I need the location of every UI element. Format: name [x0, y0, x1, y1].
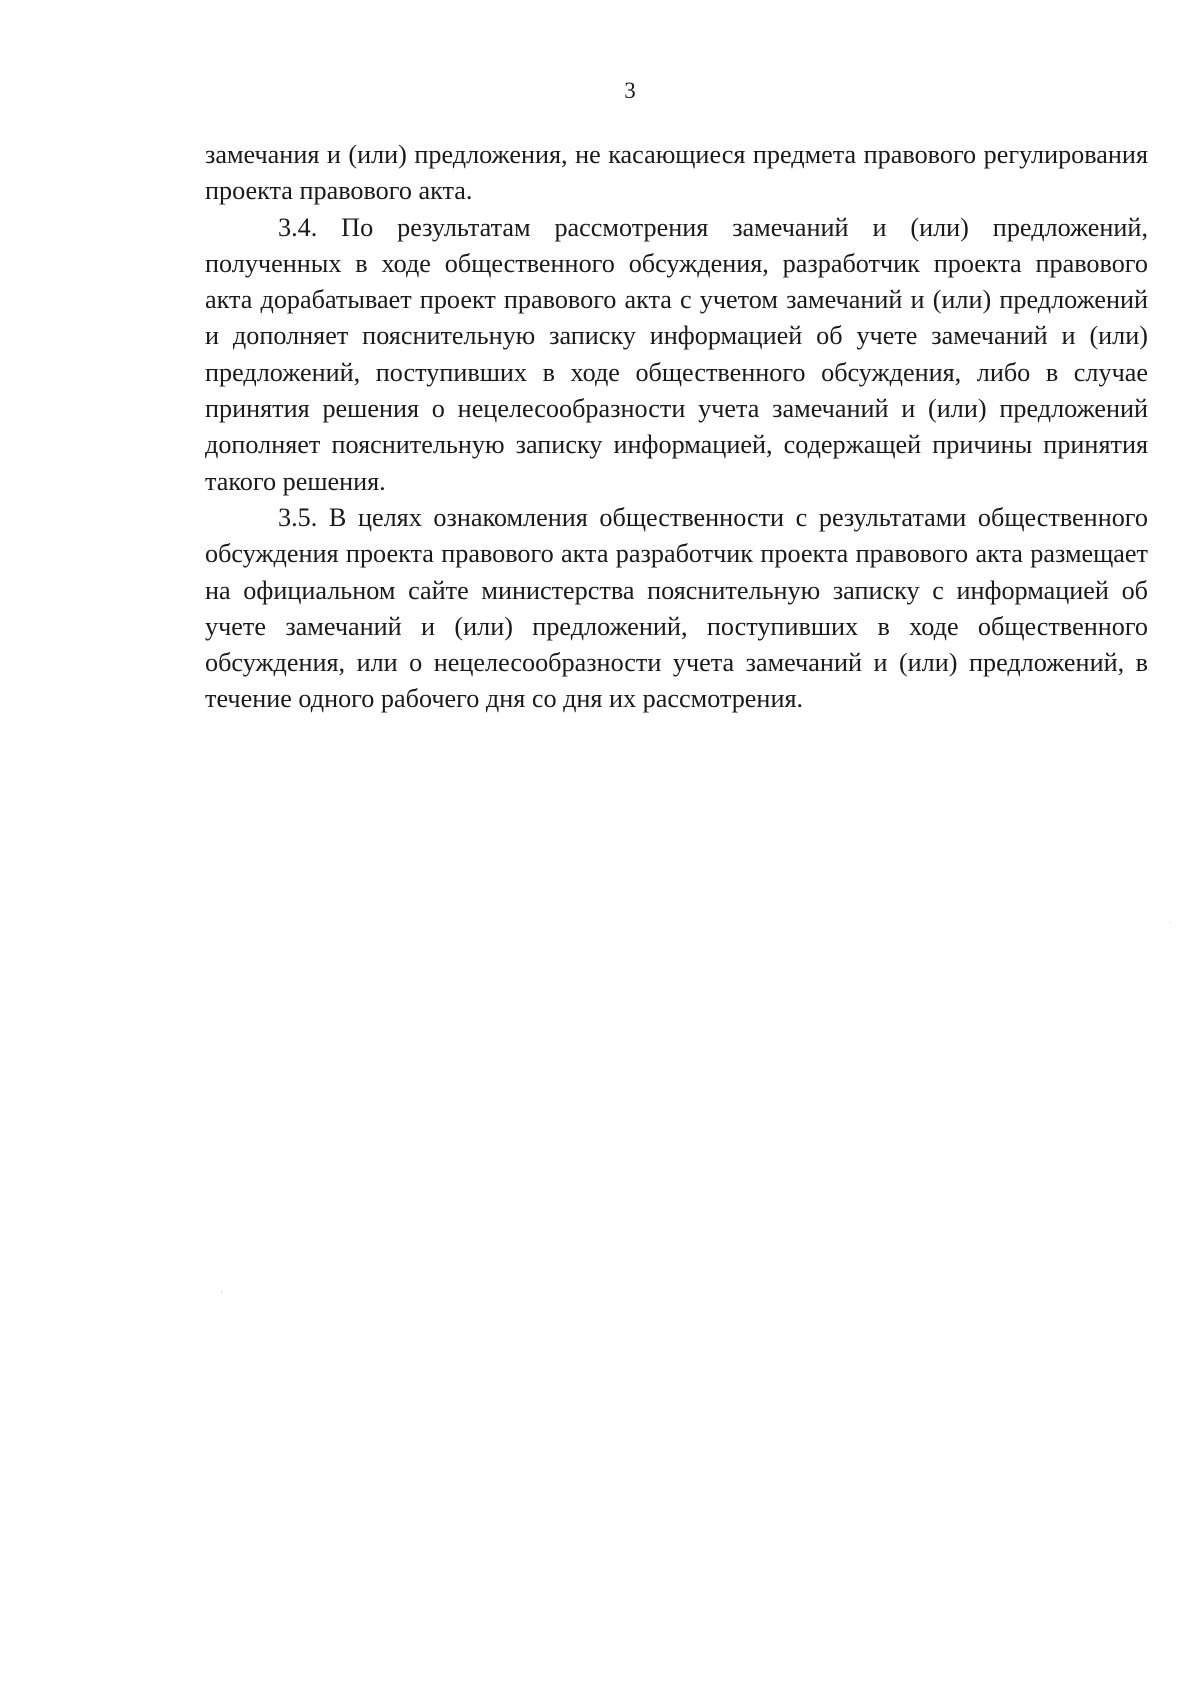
page-number: 3 — [624, 78, 636, 103]
scan-speck — [221, 1292, 222, 1293]
document-body — [205, 137, 1148, 718]
paragraph-3-4: 3.4. По результатам рассмотрения замечаний и (или) предложений, полученных в ходе общественного обсуждения, разработчик проекта правового акта дорабатывает проект правового акта с учетом замечаний и (или) предложений и дополняет пояснительную записку информацией об учете замечаний и (или) предложений, поступивших в ходе общественного обсуждения, либо в случае принятия решения о нецелесообразности учета замечаний и (или) предложений дополняет пояснительную записку информацией, содержащей причины принятия такого решения. — [205, 212, 1148, 496]
paragraph-3-5: 3.5. В целях ознакомления общественности с результатами общественного обсуждения проекта правового акта разработчик проекта правового акта размещает на официальном сайте министерства пояснительную записку с информацией об учете замечаний и (или) предложений, поступивших в ходе общественного обсуждения, или о нецелесообразности учета замечаний и (или) предложений, в течение одного рабочего дня со дня их рассмотрения. — [205, 502, 1148, 714]
scan-speck — [1170, 922, 1171, 923]
paragraph-continuation: замечания и (или) предложения, не касающиеся предмета правового регулирования проекта правового акта. — [205, 140, 1148, 206]
